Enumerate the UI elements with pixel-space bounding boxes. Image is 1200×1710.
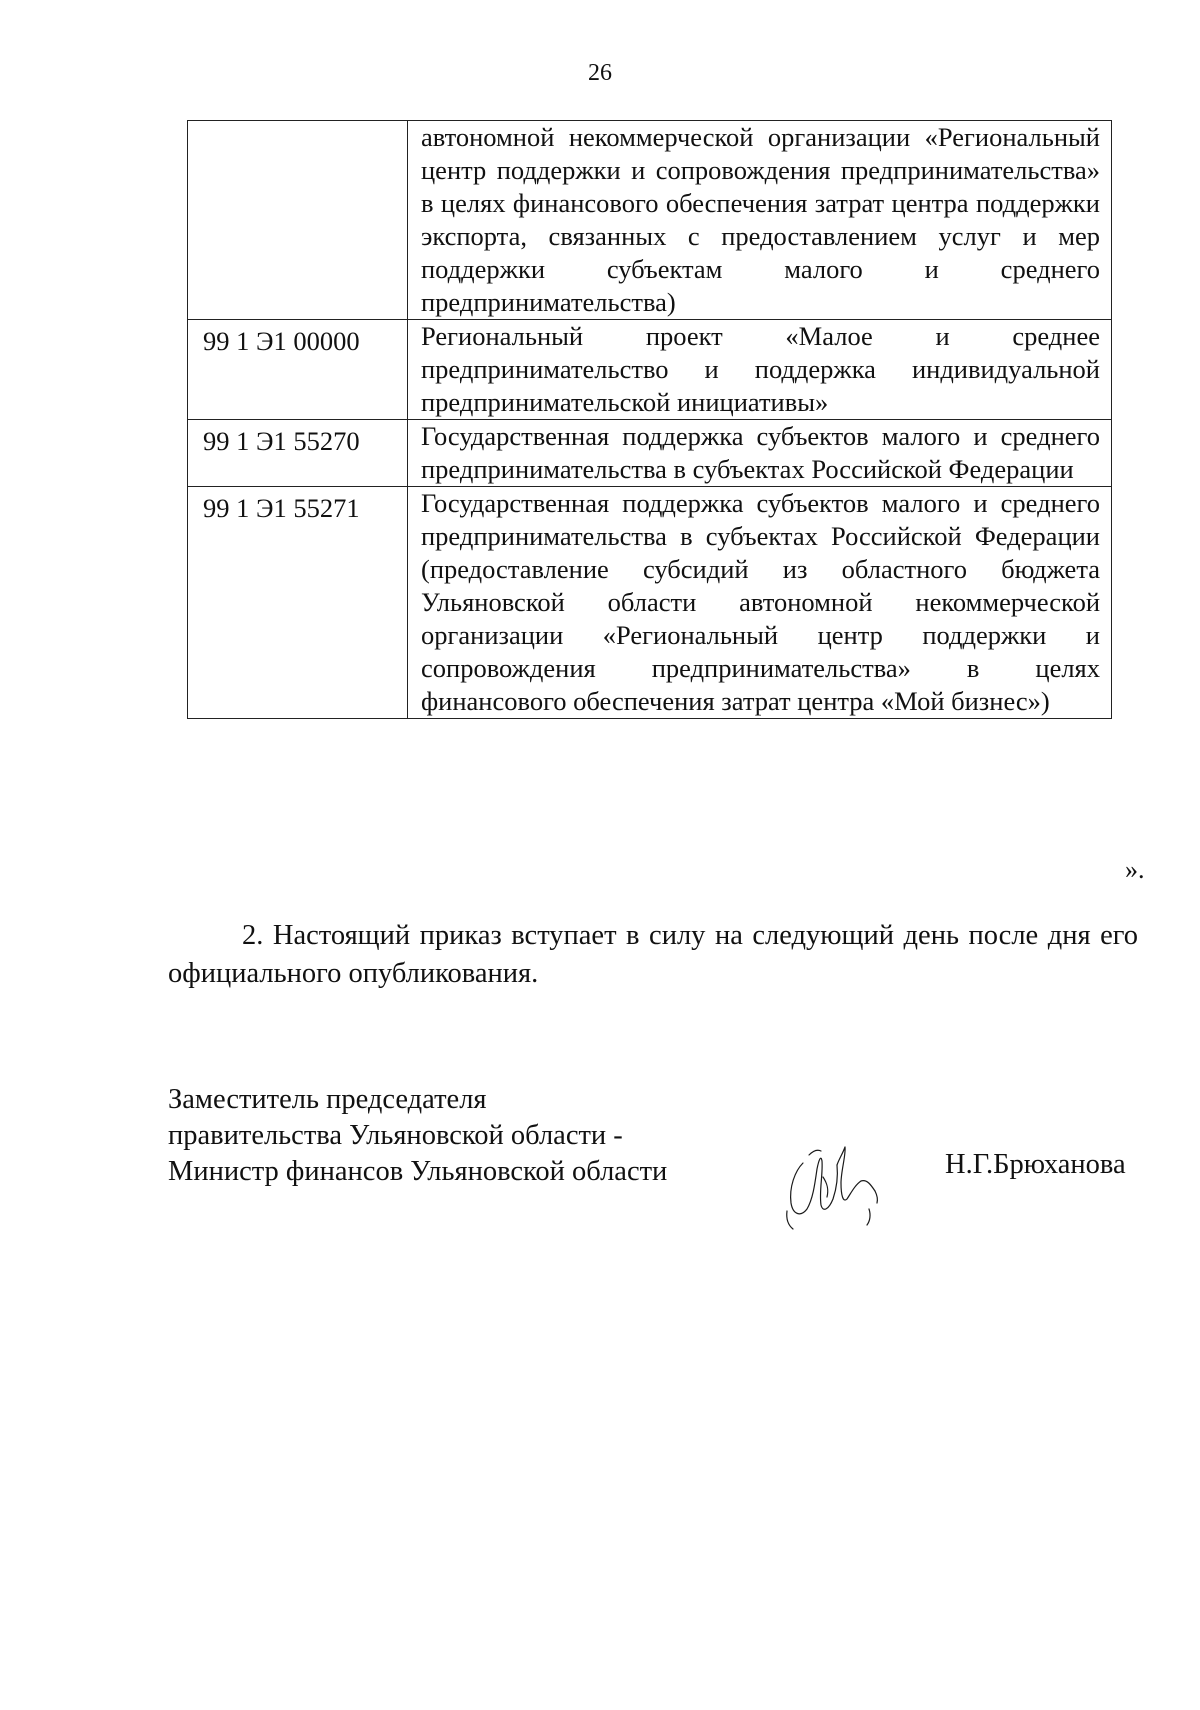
signatory-title-line: Заместитель председателя [168,1084,487,1115]
description-cell: Государственная поддержка субъектов малого и среднего предпринимательства в субъектах Российской Федерации [408,420,1112,487]
signatory-title [168,1082,667,1190]
description-cell: Государственная поддержка субъектов малого и среднего предпринимательства в субъектах Российской Федерации (предоставление субсидий из областного бюджета Ульяновской области автономной некоммерческой организации «Региональный центр поддержки и сопровождения предпринимательства» в целях финансового обеспечения затрат центра «Мой бизнес») [408,487,1112,719]
table-row [188,320,1112,420]
clause-2-paragraph: 2. Настоящий приказ вступает в силу на следующий день после дня его официального опубликования. [168,920,1138,989]
code-cell: 99 1 Э1 55270 [188,420,408,487]
table-row [188,420,1112,487]
description-cell: автономной некоммерческой организации «Региональный центр поддержки и сопровождения предпринимательства» в целях финансового обеспечения затрат центра поддержки экспорта, связанных с предоставлением услуг и мер поддержки субъектам малого и среднего предпринимательства) [408,121,1112,320]
description-cell: Региональный проект «Малое и среднее предпринимательство и поддержка индивидуальной предпринимательской инициативы» [408,320,1112,420]
handwritten-signature [775,1125,905,1235]
code-cell [188,121,408,320]
budget-classification-table [187,120,1112,719]
code-cell: 99 1 Э1 00000 [188,320,408,420]
signatory-title-line: Министр финансов Ульяновской области [168,1156,668,1187]
code-cell: 99 1 Э1 55271 [188,487,408,719]
table-row [188,121,1112,320]
page-number: 26 [588,60,612,86]
signer-name: Н.Г.Брюханова [945,1149,1126,1180]
closing-quote: ». [1125,855,1145,884]
signatory-title-line: правительства Ульяновской области - [168,1120,623,1151]
table-row [188,487,1112,719]
